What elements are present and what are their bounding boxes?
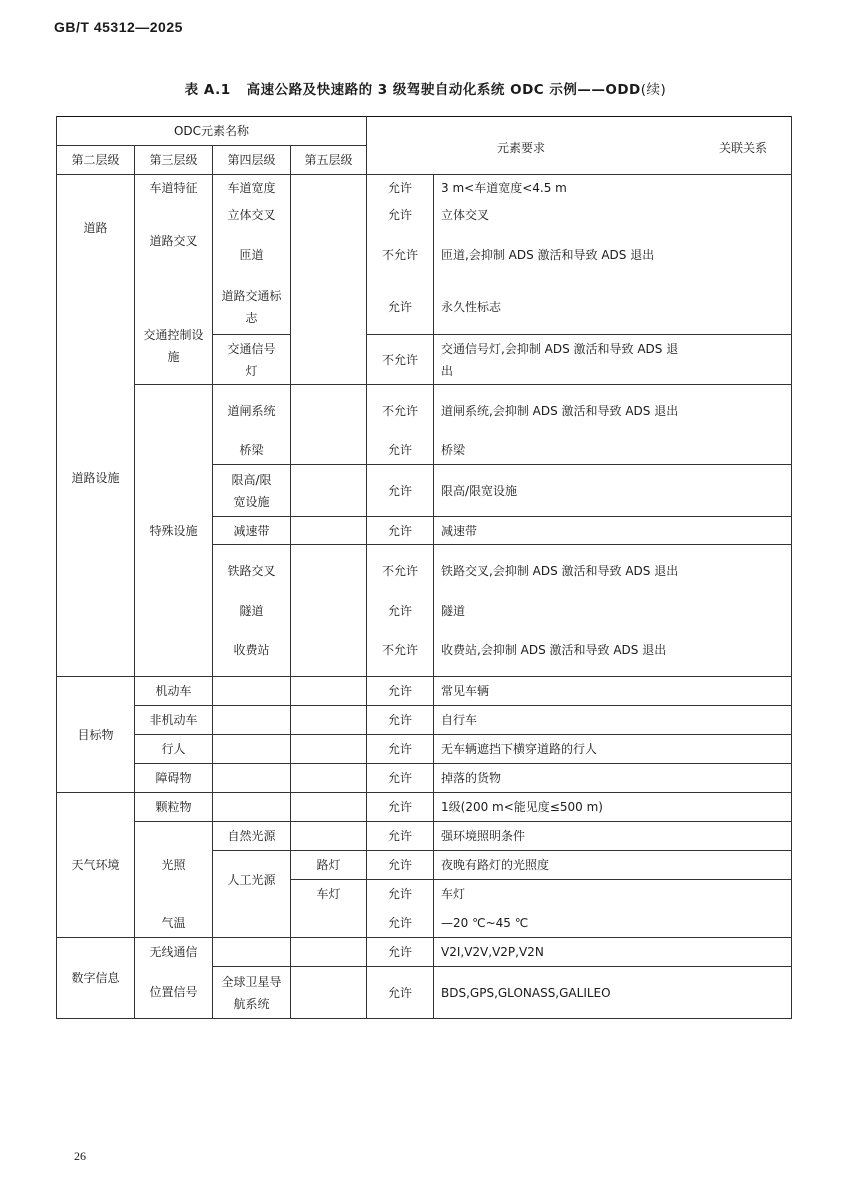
l5-empty — [291, 677, 367, 706]
requirement-speed-bump: 减速带 — [434, 517, 792, 545]
l4-empty — [213, 706, 291, 735]
l4-empty — [213, 735, 291, 764]
l5-empty — [291, 938, 367, 967]
header-requirement: 元素要求 — [497, 141, 546, 155]
caption-title: 高速公路及快速路的 3 级驾驶自动化系统 ODC 示例——ODD — [246, 82, 641, 98]
caption-continued: (续) — [640, 82, 667, 98]
header-right-cell — [367, 117, 792, 175]
status-cell: 允许 — [367, 201, 434, 229]
l4-empty — [213, 677, 291, 706]
l2-target-objects: 目标物 — [57, 677, 135, 793]
status-cell: 允许 — [367, 909, 434, 938]
l5-empty — [291, 822, 367, 851]
l4-interchange: 立体交叉 — [213, 201, 291, 229]
l4-natural-light: 自然光源 — [213, 822, 291, 851]
l5-street-light: 路灯 — [291, 851, 367, 880]
status-cell: 允许 — [367, 281, 434, 335]
l2-digital-info: 数字信息 — [57, 938, 135, 1019]
l3-pedestrian: 行人 — [135, 735, 213, 764]
l4-empty — [213, 764, 291, 793]
l5-empty — [291, 764, 367, 793]
requirement-lane-width: 3 m<车道宽度<4.5 m — [434, 175, 792, 201]
l4-traffic-light: 交通信号灯 — [213, 335, 291, 385]
l4-ramp: 匝道 — [213, 229, 291, 281]
status-cell: 不允许 — [367, 625, 434, 677]
standard-code: GB/T 45312—2025 — [54, 19, 183, 35]
l4-height-width-limit: 限高/限宽设施 — [213, 465, 291, 517]
requirement-gnss: BDS,GPS,GLONASS,GALILEO — [434, 967, 792, 1019]
requirement-non-motor-vehicle: 自行车 — [434, 706, 792, 735]
header-odc-element-name: ODC元素名称 — [57, 117, 367, 146]
l4-artificial-light: 人工光源 — [213, 851, 291, 909]
requirement-obstacle: 掉落的货物 — [434, 764, 792, 793]
l4-railway-crossing: 铁路交叉 — [213, 545, 291, 597]
l4-empty — [213, 938, 291, 967]
header-level5: 第五层级 — [291, 146, 367, 175]
table-caption — [0, 78, 851, 98]
l4-bridge: 桥梁 — [213, 437, 291, 465]
status-cell: 允许 — [367, 735, 434, 764]
l3-wireless: 无线通信 — [135, 938, 213, 967]
requirement-motor-vehicle: 常见车辆 — [434, 677, 792, 706]
status-cell: 允许 — [367, 967, 434, 1019]
l3-motor-vehicle: 机动车 — [135, 677, 213, 706]
l4-toll-station: 收费站 — [213, 625, 291, 677]
l2-road: 道路 — [57, 175, 135, 281]
l5-empty — [291, 793, 367, 822]
l5-empty — [291, 909, 367, 938]
status-cell: 允许 — [367, 822, 434, 851]
l5-empty — [291, 735, 367, 764]
l5-car-light: 车灯 — [291, 880, 367, 909]
l4-empty — [213, 909, 291, 938]
requirement-ramp: 匝道,会抑制 ADS 激活和导致 ADS 退出 — [434, 229, 792, 281]
l2-weather: 天气环境 — [57, 793, 135, 938]
l5-empty — [291, 545, 367, 677]
status-cell: 允许 — [367, 793, 434, 822]
requirement-particles: 1级(200 m<能见度≤500 m) — [434, 793, 792, 822]
status-cell: 允许 — [367, 175, 434, 201]
requirement-height-width-limit: 限高/限宽设施 — [434, 465, 792, 517]
odd-table — [56, 116, 792, 1019]
l3-traffic-control: 交通控制设施 — [135, 281, 213, 385]
page-number: 26 — [74, 1149, 86, 1163]
l5-empty — [291, 385, 367, 465]
requirement-wireless: V2I,V2V,V2P,V2N — [434, 938, 792, 967]
status-cell: 允许 — [367, 764, 434, 793]
l3-road-crossing: 道路交叉 — [135, 201, 213, 281]
requirement-street-light: 夜晚有路灯的光照度 — [434, 851, 792, 880]
requirement-car-light: 车灯 — [434, 880, 792, 909]
status-cell: 允许 — [367, 517, 434, 545]
requirement-interchange: 立体交叉 — [434, 201, 792, 229]
l3-lane-characteristics: 车道特征 — [135, 175, 213, 201]
status-cell: 允许 — [367, 597, 434, 625]
status-cell: 允许 — [367, 880, 434, 909]
requirement-pedestrian: 无车辆遮挡下横穿道路的行人 — [434, 735, 792, 764]
l3-particles: 颗粒物 — [135, 793, 213, 822]
l4-gate-system: 道闸系统 — [213, 385, 291, 437]
l5-empty — [291, 465, 367, 517]
status-cell: 允许 — [367, 465, 434, 517]
requirement-traffic-light: 交通信号灯,会抑制 ADS 激活和导致 ADS 退出 — [434, 335, 792, 385]
l5-empty — [291, 175, 367, 385]
status-cell: 允许 — [367, 677, 434, 706]
caption-label: 表 A.1 — [184, 82, 231, 98]
requirement-traffic-sign: 永久性标志 — [434, 281, 792, 335]
status-cell: 不允许 — [367, 385, 434, 437]
requirement-natural-light: 强环境照明条件 — [434, 822, 792, 851]
status-cell: 不允许 — [367, 335, 434, 385]
status-cell: 允许 — [367, 938, 434, 967]
status-cell: 允许 — [367, 851, 434, 880]
status-cell: 允许 — [367, 706, 434, 735]
l3-temperature: 气温 — [135, 909, 213, 938]
l4-empty — [213, 793, 291, 822]
header-level3: 第三层级 — [135, 146, 213, 175]
requirement-tunnel: 隧道 — [434, 597, 792, 625]
l4-gnss: 全球卫星导航系统 — [213, 967, 291, 1019]
l4-lane-width: 车道宽度 — [213, 175, 291, 201]
l5-empty — [291, 967, 367, 1019]
l2-road-facilities: 道路设施 — [57, 281, 135, 677]
l3-position-signal: 位置信号 — [135, 967, 213, 1019]
header-level2: 第二层级 — [57, 146, 135, 175]
requirement-temperature: —20 ℃~45 ℃ — [434, 909, 792, 938]
l4-traffic-sign: 道路交通标志 — [213, 281, 291, 335]
requirement-toll-station: 收费站,会抑制 ADS 激活和导致 ADS 退出 — [434, 625, 792, 677]
l4-speed-bump: 减速带 — [213, 517, 291, 545]
header-level4: 第四层级 — [213, 146, 291, 175]
l5-empty — [291, 706, 367, 735]
requirement-railway-crossing: 铁路交叉,会抑制 ADS 激活和导致 ADS 退出 — [434, 545, 792, 597]
status-cell: 不允许 — [367, 545, 434, 597]
requirement-gate-system: 道闸系统,会抑制 ADS 激活和导致 ADS 退出 — [434, 385, 792, 437]
l3-lighting: 光照 — [135, 822, 213, 909]
requirement-bridge: 桥梁 — [434, 437, 792, 465]
status-cell: 允许 — [367, 437, 434, 465]
l3-obstacle: 障碍物 — [135, 764, 213, 793]
header-relation: 关联关系 — [719, 141, 768, 155]
l3-non-motor-vehicle: 非机动车 — [135, 706, 213, 735]
l5-empty — [291, 517, 367, 545]
status-cell: 不允许 — [367, 229, 434, 281]
l4-tunnel: 隧道 — [213, 597, 291, 625]
l3-special-facilities: 特殊设施 — [135, 385, 213, 677]
